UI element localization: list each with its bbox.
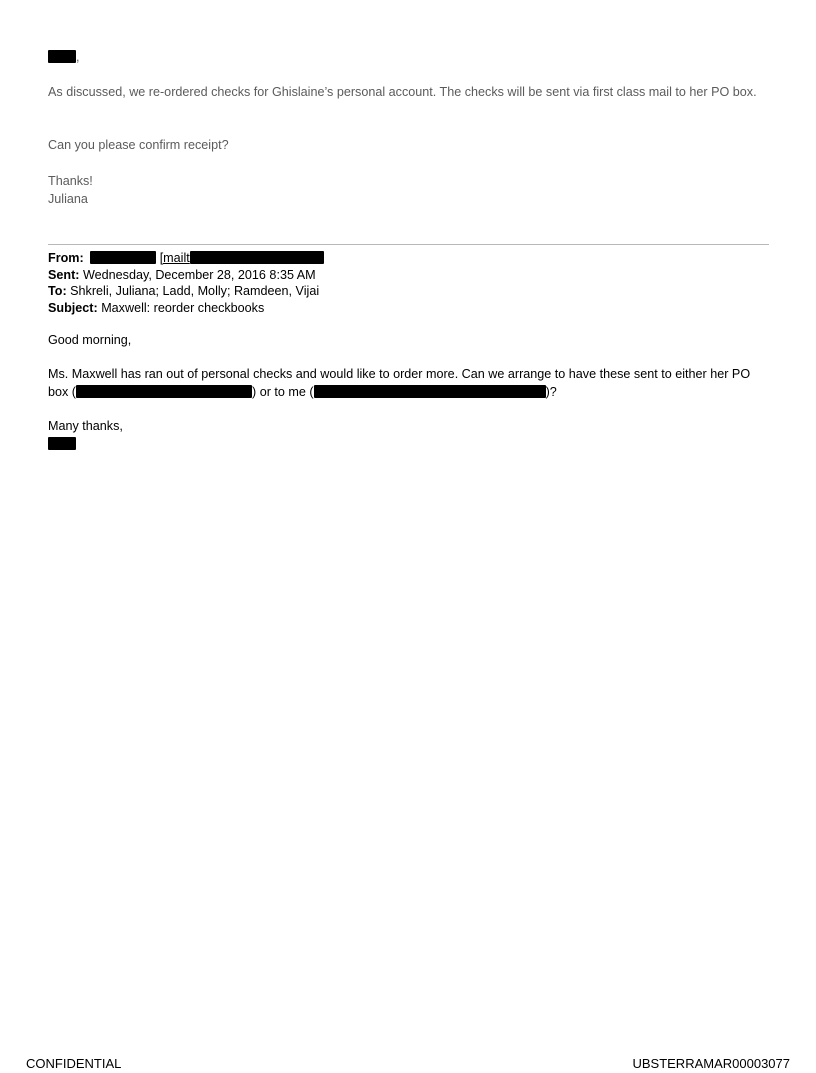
original-body-line-1: Ms. Maxwell has ran out of personal checks and would like to order more. Can we arrange to have these sent to either her PO bbox=[48, 367, 751, 381]
reply-closing: Thanks! bbox=[48, 174, 93, 188]
reply-paragraph-1-text: As discussed, we re-ordered checks for Ghislaine’s personal account. The checks will be sent via first class mail to her PO box. bbox=[48, 85, 757, 99]
reply-greeting-line bbox=[48, 48, 770, 66]
body-box-text: box ( bbox=[48, 384, 76, 399]
sent-label: Sent: bbox=[48, 267, 80, 282]
from-mailto-link[interactable] bbox=[160, 251, 324, 265]
original-greeting-text: Good morning, bbox=[48, 333, 132, 347]
redaction-block bbox=[314, 385, 546, 398]
subject-value: Maxwell: reorder checkbooks bbox=[101, 300, 265, 315]
body-end-text: )? bbox=[545, 384, 557, 399]
original-body-line-2 bbox=[48, 384, 770, 402]
redaction-block bbox=[48, 437, 76, 450]
subject-label: Subject: bbox=[48, 300, 98, 315]
original-signature bbox=[48, 436, 770, 454]
message-divider bbox=[48, 244, 769, 245]
reply-paragraph-2-text: Can you please confirm receipt? bbox=[48, 138, 229, 152]
to-label: To: bbox=[48, 284, 67, 298]
from-line bbox=[48, 250, 324, 267]
to-line bbox=[48, 283, 324, 300]
original-closing-text: Many thanks, bbox=[48, 419, 123, 433]
reply-greeting-suffix: , bbox=[76, 50, 80, 64]
to-value: Shkreli, Juliana; Ladd, Molly; Ramdeen, Vijai bbox=[70, 284, 320, 298]
redaction-block bbox=[76, 385, 252, 398]
from-label: From: bbox=[48, 251, 84, 265]
original-greeting bbox=[48, 332, 770, 350]
from-mailto-text: [mailt bbox=[159, 251, 190, 265]
reply-signature: Juliana bbox=[48, 192, 88, 206]
footer-confidential: CONFIDENTIAL bbox=[26, 1056, 122, 1071]
original-closing bbox=[48, 418, 770, 453]
reply-paragraph-1 bbox=[48, 83, 770, 101]
sent-value: Wednesday, December 28, 2016 8:35 AM bbox=[82, 267, 316, 282]
body-or-me-text: ) or to me ( bbox=[252, 384, 314, 399]
redaction-block bbox=[90, 251, 156, 264]
original-message-headers bbox=[48, 250, 324, 316]
original-body bbox=[48, 366, 770, 401]
reply-signoff bbox=[48, 172, 770, 208]
redaction-block bbox=[48, 50, 76, 63]
redaction-block bbox=[190, 251, 324, 264]
sent-line bbox=[48, 267, 324, 284]
footer-bates-number: UBSTERRAMAR00003077 bbox=[632, 1056, 790, 1071]
subject-line bbox=[48, 300, 324, 317]
reply-paragraph-2 bbox=[48, 136, 770, 154]
